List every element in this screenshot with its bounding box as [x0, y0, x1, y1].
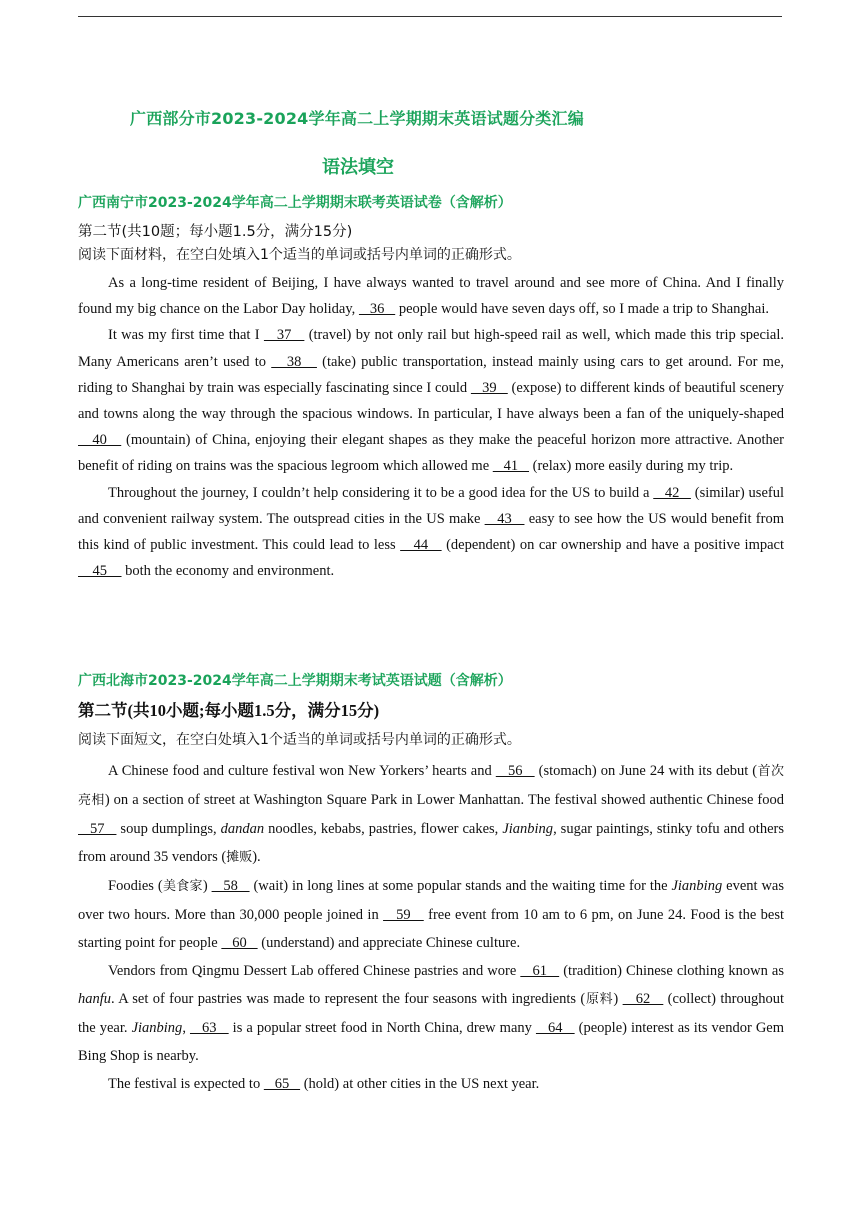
text-run: (relax) more easily during my trip.: [529, 458, 734, 475]
header-rule: [78, 16, 782, 17]
text-run: (expose) to different kinds of beautiful scenery and towns along the way through the spacious windows. In particular, I have always been a fan of the uniquely-shaped: [78, 379, 785, 423]
answer-blank[interactable]: 56: [495, 763, 535, 779]
text-run: Throughout the journey, I couldn’t help considering it to be a good idea for the US to build a: [108, 484, 654, 501]
answer-blank[interactable]: 44: [400, 537, 442, 554]
answer-blank[interactable]: 37: [263, 327, 305, 344]
text-run: (dependent) on car ownership and have a positive impact: [441, 537, 785, 554]
chinese-gloss: 原料: [585, 992, 614, 1007]
text-run: (people) interest as its vendor Gem Bing Shop is nearby.: [78, 1020, 785, 1064]
answer-blank[interactable]: 61: [520, 963, 560, 979]
text-run: , sugar paintings, stinky tofu and others from around 35 vendors (: [78, 821, 784, 865]
text-run: ): [202, 878, 212, 894]
italic-term: dandan: [220, 821, 265, 837]
section-nanning: [78, 192, 784, 584]
passage: [78, 757, 784, 1098]
section-heading: 广西北海市2023-2024学年高二上学期期末考试英语试题（含解析）: [78, 673, 512, 689]
section-beihai: [78, 670, 784, 1098]
paragraph: [78, 957, 784, 1070]
answer-blank[interactable]: 39: [470, 379, 508, 396]
answer-blank[interactable]: 36: [358, 301, 396, 318]
answer-blank[interactable]: 58: [211, 878, 250, 894]
answer-blank[interactable]: 40: [78, 432, 122, 449]
text-run: easy to see how the US would benefit from this kind of public investment. This could lead to less: [78, 510, 784, 554]
text-run: The festival is expected to: [108, 1076, 264, 1092]
italic-term: Jianbing: [671, 878, 723, 894]
text-run: both the economy and environment.: [121, 563, 335, 580]
text-run: (understand) and appreciate Chinese culture.: [257, 935, 521, 951]
text-run: (travel) by not only rail but high-speed rail as well, which made this trip special. Many Americans aren’t used to: [78, 327, 784, 370]
text-run: free event from 10 am to 6 pm, on June 24. Food is the best starting point for people: [78, 907, 784, 951]
paragraph: [78, 872, 784, 957]
text-run: (mountain) of China, enjoying their elegant shapes as they make the peaceful horizon more attractive. Another benefit of riding on trains was the spacious legroom which allowed me: [78, 432, 784, 475]
passage: [78, 270, 784, 584]
part-heading: 第二节(共10题；每小题1.5分，满分15分): [78, 224, 353, 240]
chinese-gloss: 摊贩: [226, 850, 253, 865]
paragraph: [78, 270, 784, 322]
text-run: (hold) at other cities in the US next year.: [300, 1076, 540, 1092]
answer-blank[interactable]: 57: [78, 821, 117, 837]
chinese-gloss: 美食家: [162, 879, 203, 894]
text-run: It was my first time that I: [108, 327, 264, 344]
section-heading: 广西南宁市2023-2024学年高二上学期期末联考英语试卷（含解析）: [78, 195, 512, 211]
text-run: ).: [252, 849, 261, 865]
text-run: (wait) in long lines at some popular stands and the waiting time for the: [249, 878, 672, 894]
text-run: Foodies (: [108, 878, 163, 894]
answer-blank[interactable]: 45: [78, 563, 122, 580]
answer-blank[interactable]: 42: [653, 484, 691, 501]
answer-blank[interactable]: 38: [271, 353, 317, 370]
italic-term: hanfu: [78, 991, 112, 1007]
document-title: 广西部分市2023-2024学年高二上学期期末英语试题分类汇编: [130, 109, 584, 128]
text-run: (collect) throughout the year.: [78, 991, 784, 1036]
text-run: (stomach) on June 24 with its debut (: [534, 763, 758, 779]
answer-blank[interactable]: 64: [535, 1020, 575, 1036]
text-run: (take) public transportation, instead mainly using cars to get around. For me, riding to Shanghai by train was especially fascinating since I could: [78, 353, 785, 396]
italic-term: Jianbing: [131, 1020, 183, 1036]
text-run: As a long-time resident of Beijing, I have always wanted to travel around and see more of China. And I finally found my big chance on the Labor Day holiday,: [78, 275, 784, 318]
chinese-gloss: 首次亮相: [78, 764, 784, 808]
text-run: ,: [182, 1020, 190, 1036]
text-run: soup dumplings,: [116, 821, 221, 837]
text-run: A Chinese food and culture festival won New Yorkers’ hearts and: [108, 763, 496, 779]
italic-term: Jianbing: [502, 821, 554, 837]
instruction: 阅读下面材料，在空白处填入1个适当的单词或括号内单词的正确形式。: [78, 247, 521, 263]
text-run: event was over two hours. More than 30,000 people joined in: [78, 878, 784, 923]
answer-blank[interactable]: 43: [484, 510, 525, 527]
answer-blank[interactable]: 60: [221, 935, 258, 951]
text-run: Vendors from Qingmu Dessert Lab offered Chinese pastries and wore: [108, 963, 521, 979]
text-run: is a popular street food in North China, drew many: [228, 1020, 536, 1036]
text-run: . A set of four pastries was made to represent the four seasons with ingredients (: [111, 991, 586, 1007]
paragraph: [78, 1070, 784, 1098]
answer-blank[interactable]: 63: [189, 1020, 229, 1036]
part-heading: 第二节(共10小题;每小题1.5分，满分15分): [78, 701, 380, 720]
answer-blank[interactable]: 65: [263, 1076, 301, 1092]
text-run: people would have seven days off, so I made a trip to Shanghai.: [395, 301, 770, 318]
text-run: ) on a section of street at Washington Square Park in Lower Manhattan. The festival showed authentic Chinese food: [104, 792, 784, 808]
answer-blank[interactable]: 59: [383, 907, 424, 923]
answer-blank[interactable]: 62: [622, 991, 664, 1007]
paragraph: [78, 322, 784, 479]
document-subtitle: 语法填空: [322, 157, 394, 178]
paragraph: [78, 480, 784, 585]
instruction: 阅读下面短文，在空白处填入1个适当的单词或括号内单词的正确形式。: [78, 732, 521, 748]
text-run: (similar) useful and convenient railway system. The outspread cities in the US make: [78, 484, 784, 527]
text-run: ): [613, 991, 623, 1007]
answer-blank[interactable]: 41: [492, 458, 530, 475]
text-run: (tradition) Chinese clothing known as: [559, 963, 784, 979]
text-run: noodles, kebabs, pastries, flower cakes,: [264, 821, 503, 837]
paragraph: [78, 757, 784, 872]
